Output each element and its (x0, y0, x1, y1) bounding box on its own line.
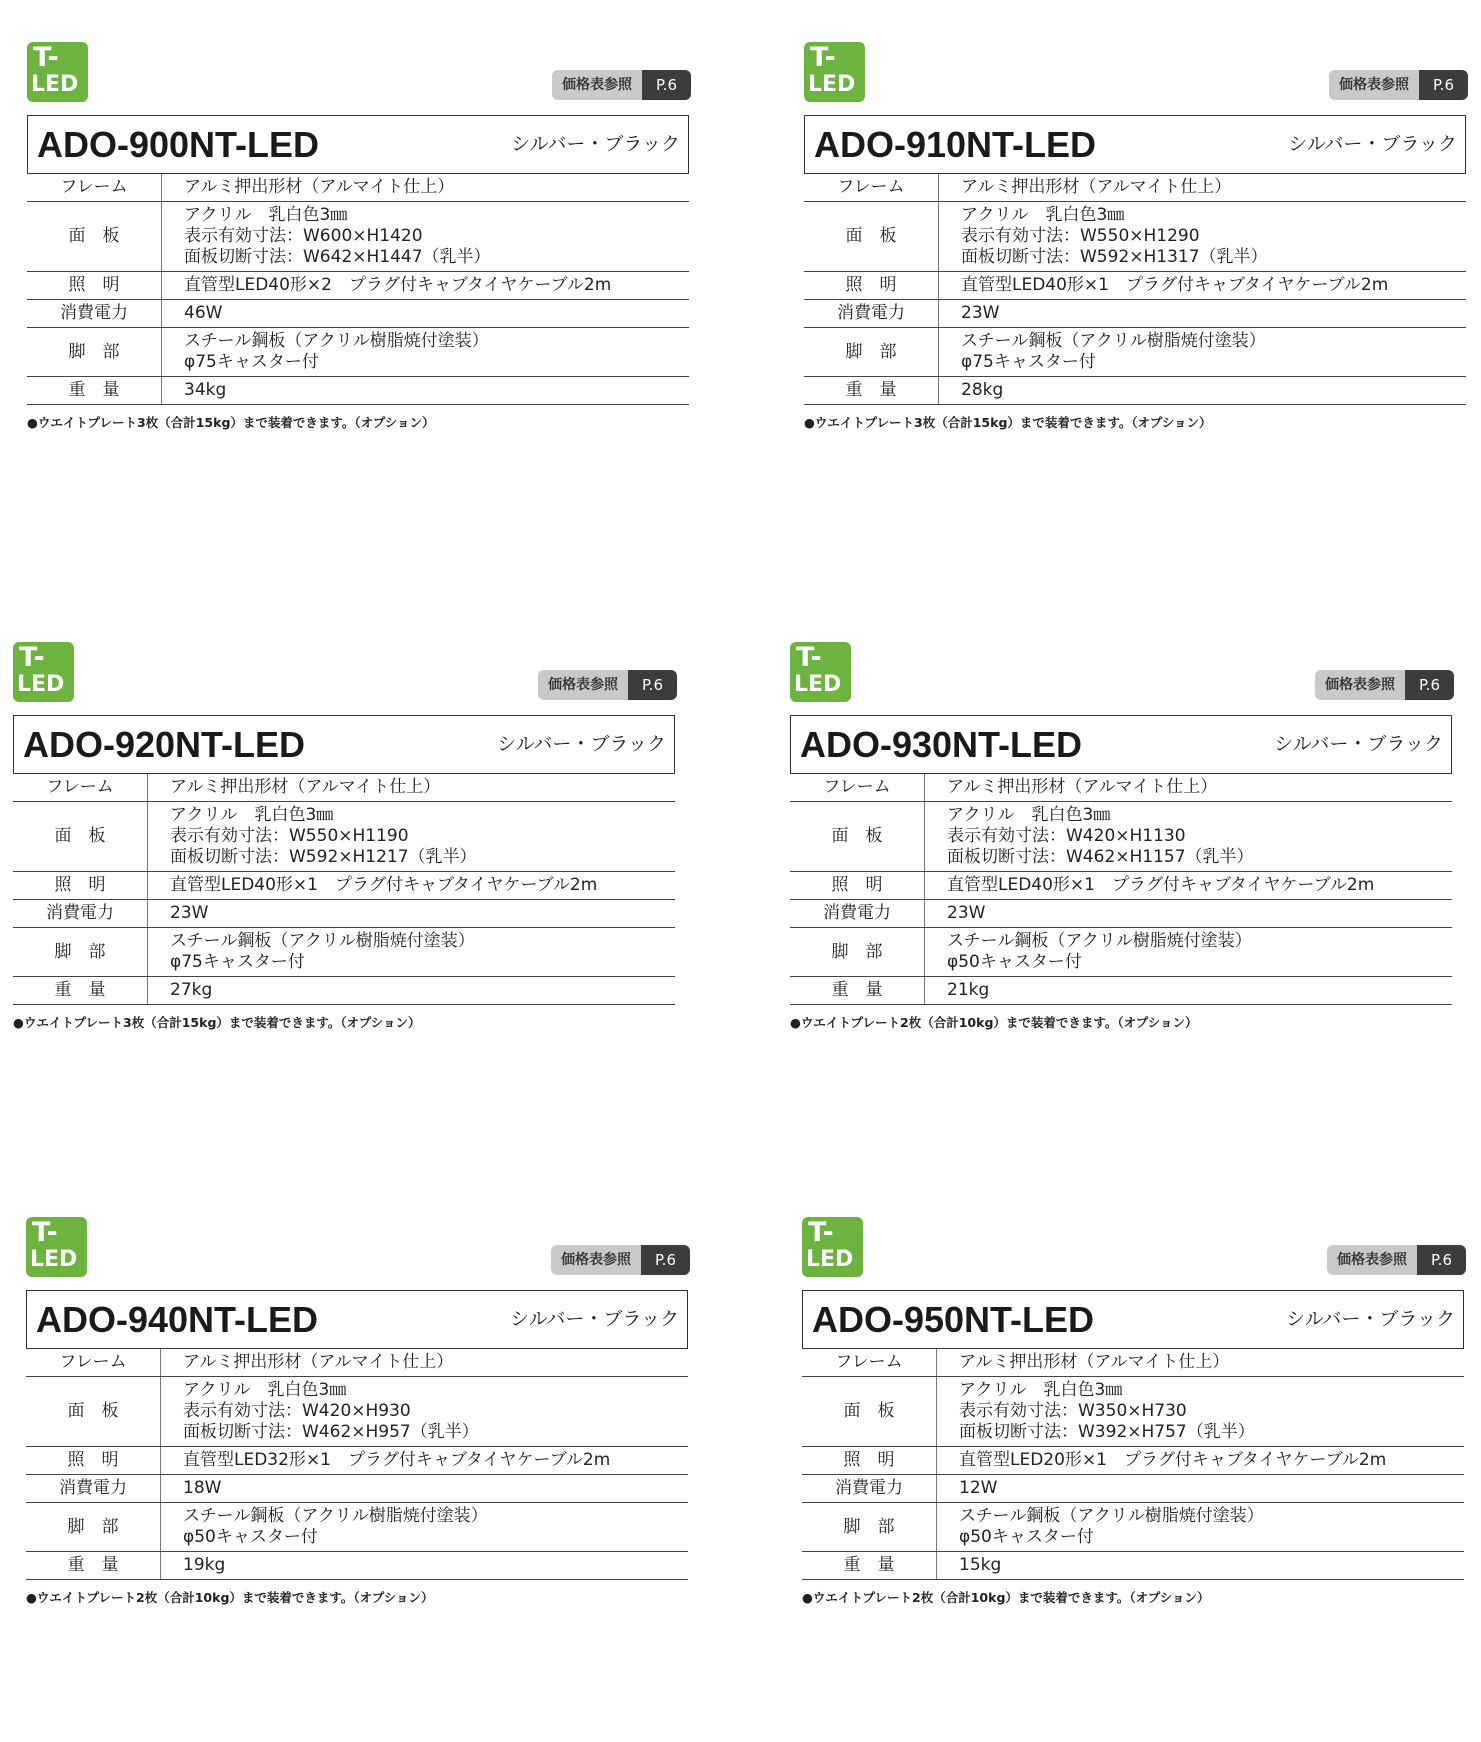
spec-value-line: アクリル 乳白色3㎜ (184, 205, 348, 225)
spec-value-line: 28kg (961, 380, 1004, 400)
badge-top-text: T- (810, 42, 836, 73)
spec-row (804, 300, 1466, 328)
spec-value (161, 1552, 689, 1580)
spec-value-line: アルミ押出形材（アルマイト仕上） (961, 177, 1232, 197)
spec-row (804, 174, 1466, 202)
spec-value (161, 1447, 689, 1475)
spec-label: 重 量 (804, 377, 939, 405)
spec-table (790, 774, 1452, 1005)
spec-value (925, 774, 1453, 802)
spec-value-line: アルミ押出形材（アルマイト仕上） (183, 1352, 454, 1372)
spec-row (27, 272, 689, 300)
price-reference-label: 価格表参照 (1315, 670, 1405, 700)
spec-value-line: 表示有効寸法：W550×H1290 (961, 226, 1200, 246)
spec-value (148, 928, 676, 977)
spec-value-line: 表示有効寸法：W350×H730 (959, 1401, 1187, 1421)
spec-row (802, 1552, 1464, 1580)
spec-value-line: 面板切断寸法：W462×H957（乳半） (183, 1422, 479, 1442)
spec-value (937, 1552, 1465, 1580)
spec-value-line: スチール鋼板（アクリル樹脂焼付塗装） (183, 1506, 488, 1526)
spec-label: 重 量 (26, 1552, 161, 1580)
spec-value-line: 表示有効寸法：W600×H1420 (184, 226, 423, 246)
spec-value (937, 1377, 1465, 1447)
spec-row (27, 174, 689, 202)
spec-row (27, 300, 689, 328)
price-reference-page: P.6 (1419, 70, 1468, 100)
spec-label: フレーム (27, 174, 162, 202)
price-reference-tag (551, 1245, 690, 1275)
spec-label: フレーム (802, 1349, 937, 1377)
spec-label: 照 明 (802, 1447, 937, 1475)
model-name: ADO-930NT-LED (800, 724, 1083, 765)
weight-plate-note: ●ウエイトプレート3枚（合計15kg）まで装着できます。（オプション） (804, 415, 1212, 430)
spec-row (802, 1475, 1464, 1503)
model-title-box (802, 1290, 1464, 1349)
price-reference-tag (538, 670, 677, 700)
spec-row (13, 900, 675, 928)
spec-label: 重 量 (27, 377, 162, 405)
spec-row (27, 202, 689, 272)
price-reference-page: P.6 (642, 70, 691, 100)
spec-row (26, 1377, 688, 1447)
t-led-badge-icon (27, 42, 88, 102)
spec-row (804, 202, 1466, 272)
spec-value-line: スチール鋼板（アクリル樹脂焼付塗装） (184, 331, 489, 351)
badge-bottom-text: LED (808, 72, 856, 97)
price-reference-tag (1327, 1245, 1466, 1275)
spec-row (790, 774, 1452, 802)
spec-row (804, 272, 1466, 300)
spec-value-line: φ75キャスター付 (961, 352, 1096, 372)
spec-value-line: アクリル 乳白色3㎜ (959, 1380, 1123, 1400)
spec-label: フレーム (804, 174, 939, 202)
spec-value-line: 直管型LED40形×2 プラグ付キャブタイヤケーブル2m (184, 275, 612, 295)
model-color: シルバー・ブラック (510, 1308, 679, 1330)
spec-value (925, 872, 1453, 900)
weight-plate-note: ●ウエイトプレート2枚（合計10kg）まで装着できます。（オプション） (26, 1590, 434, 1605)
spec-value-line: アクリル 乳白色3㎜ (947, 805, 1111, 825)
spec-row (26, 1503, 688, 1552)
spec-value-line: 表示有効寸法：W550×H1190 (170, 826, 409, 846)
spec-value-line: 46W (184, 303, 223, 323)
spec-label: 面 板 (26, 1377, 161, 1447)
t-led-badge-icon (13, 642, 74, 702)
spec-value-line: 表示有効寸法：W420×H930 (183, 1401, 411, 1421)
model-name: ADO-940NT-LED (36, 1299, 319, 1340)
spec-label: 脚 部 (804, 328, 939, 377)
spec-value (162, 202, 690, 272)
spec-value-line: アクリル 乳白色3㎜ (170, 805, 334, 825)
spec-value-line: アルミ押出形材（アルマイト仕上） (959, 1352, 1230, 1372)
spec-label: 消費電力 (804, 300, 939, 328)
spec-value-line: 直管型LED20形×1 プラグ付キャブタイヤケーブル2m (959, 1450, 1387, 1470)
spec-row (802, 1377, 1464, 1447)
spec-value-line: 直管型LED40形×1 プラグ付キャブタイヤケーブル2m (170, 875, 598, 895)
price-reference-page: P.6 (1417, 1245, 1466, 1275)
price-reference-tag (1315, 670, 1454, 700)
spec-value (148, 774, 676, 802)
spec-value-line: 23W (961, 303, 1000, 323)
spec-row (13, 977, 675, 1005)
spec-label: 消費電力 (790, 900, 925, 928)
spec-row (790, 977, 1452, 1005)
spec-value-line: φ75キャスター付 (184, 352, 319, 372)
spec-value (162, 272, 690, 300)
spec-value-line: 面板切断寸法：W392×H757（乳半） (959, 1422, 1255, 1442)
price-reference-label: 価格表参照 (552, 70, 642, 100)
spec-label: 脚 部 (13, 928, 148, 977)
badge-bottom-text: LED (17, 672, 65, 697)
weight-plate-note: ●ウエイトプレート2枚（合計10kg）まで装着できます。（オプション） (790, 1015, 1198, 1030)
spec-value (937, 1475, 1465, 1503)
spec-value-line: スチール鋼板（アクリル樹脂焼付塗装） (961, 331, 1266, 351)
price-reference-label: 価格表参照 (1329, 70, 1419, 100)
spec-row (26, 1349, 688, 1377)
spec-value (937, 1349, 1465, 1377)
spec-value (148, 977, 676, 1005)
spec-row (790, 872, 1452, 900)
spec-label: 面 板 (27, 202, 162, 272)
spec-row (802, 1349, 1464, 1377)
spec-value-line: 12W (959, 1478, 998, 1498)
badge-bottom-text: LED (31, 72, 79, 97)
spec-table (27, 174, 689, 405)
spec-label: 消費電力 (13, 900, 148, 928)
spec-value-line: アルミ押出形材（アルマイト仕上） (947, 777, 1218, 797)
spec-value (148, 802, 676, 872)
spec-value (162, 328, 690, 377)
spec-value (925, 900, 1453, 928)
spec-label: 脚 部 (26, 1503, 161, 1552)
spec-value (937, 1447, 1465, 1475)
spec-value (939, 377, 1467, 405)
spec-label: 面 板 (804, 202, 939, 272)
spec-label: 消費電力 (26, 1475, 161, 1503)
spec-value-line: 23W (170, 903, 209, 923)
spec-label: フレーム (13, 774, 148, 802)
model-title-box (804, 115, 1466, 174)
price-reference-tag (552, 70, 691, 100)
badge-top-text: T- (33, 42, 59, 73)
spec-value-line: 18W (183, 1478, 222, 1498)
spec-label: 脚 部 (27, 328, 162, 377)
weight-plate-note: ●ウエイトプレート3枚（合計15kg）まで装着できます。（オプション） (27, 415, 435, 430)
spec-value (161, 1377, 689, 1447)
spec-value-line: 21kg (947, 980, 990, 1000)
model-title-box (27, 115, 689, 174)
price-reference-label: 価格表参照 (551, 1245, 641, 1275)
spec-label: フレーム (26, 1349, 161, 1377)
price-reference-page: P.6 (641, 1245, 690, 1275)
model-title-box (26, 1290, 688, 1349)
spec-label: 照 明 (804, 272, 939, 300)
spec-value-line: 面板切断寸法：W592×H1317（乳半） (961, 247, 1268, 267)
spec-value-line: 直管型LED32形×1 プラグ付キャブタイヤケーブル2m (183, 1450, 611, 1470)
model-color: シルバー・ブラック (511, 133, 680, 155)
spec-row (804, 377, 1466, 405)
model-name: ADO-920NT-LED (23, 724, 306, 765)
spec-label: 脚 部 (802, 1503, 937, 1552)
spec-row (802, 1447, 1464, 1475)
spec-table (26, 1349, 688, 1580)
spec-label: 照 明 (790, 872, 925, 900)
spec-row (13, 774, 675, 802)
model-name: ADO-950NT-LED (812, 1299, 1095, 1340)
spec-value-line: φ75キャスター付 (170, 952, 305, 972)
spec-row (790, 928, 1452, 977)
spec-label: フレーム (790, 774, 925, 802)
spec-row (27, 377, 689, 405)
spec-value-line: 直管型LED40形×1 プラグ付キャブタイヤケーブル2m (947, 875, 1375, 895)
spec-label: 消費電力 (802, 1475, 937, 1503)
spec-value-line: 19kg (183, 1555, 226, 1575)
model-color: シルバー・ブラック (1274, 733, 1443, 755)
spec-value (939, 174, 1467, 202)
spec-label: 面 板 (13, 802, 148, 872)
model-color: シルバー・ブラック (497, 733, 666, 755)
weight-plate-note: ●ウエイトプレート3枚（合計15kg）まで装着できます。（オプション） (13, 1015, 421, 1030)
spec-value (937, 1503, 1465, 1552)
spec-value-line: 面板切断寸法：W642×H1447（乳半） (184, 247, 491, 267)
spec-row (27, 328, 689, 377)
spec-value-line: スチール鋼板（アクリル樹脂焼付塗装） (170, 931, 475, 951)
spec-value-line: 34kg (184, 380, 227, 400)
spec-value-line: 面板切断寸法：W592×H1217（乳半） (170, 847, 477, 867)
spec-row (790, 802, 1452, 872)
model-color: シルバー・ブラック (1286, 1308, 1455, 1330)
spec-row (13, 872, 675, 900)
t-led-badge-icon (804, 42, 865, 102)
spec-label: 消費電力 (27, 300, 162, 328)
spec-table (802, 1349, 1464, 1580)
price-reference-page: P.6 (1405, 670, 1454, 700)
price-reference-tag (1329, 70, 1468, 100)
t-led-badge-icon (802, 1217, 863, 1277)
spec-row (26, 1447, 688, 1475)
price-reference-page: P.6 (628, 670, 677, 700)
spec-value-line: 15kg (959, 1555, 1002, 1575)
spec-value (925, 802, 1453, 872)
spec-row (790, 900, 1452, 928)
spec-value-line: アルミ押出形材（アルマイト仕上） (184, 177, 455, 197)
badge-bottom-text: LED (806, 1247, 854, 1272)
spec-value (161, 1349, 689, 1377)
spec-row (26, 1475, 688, 1503)
spec-value (162, 174, 690, 202)
spec-value-line: アクリル 乳白色3㎜ (961, 205, 1125, 225)
spec-value-line: φ50キャスター付 (183, 1527, 318, 1547)
weight-plate-note: ●ウエイトプレート2枚（合計10kg）まで装着できます。（オプション） (802, 1590, 1210, 1605)
model-name: ADO-900NT-LED (37, 124, 320, 165)
spec-value-line: スチール鋼板（アクリル樹脂焼付塗装） (959, 1506, 1264, 1526)
spec-value-line: 面板切断寸法：W462×H1157（乳半） (947, 847, 1254, 867)
spec-value (162, 300, 690, 328)
spec-value (162, 377, 690, 405)
spec-value-line: スチール鋼板（アクリル樹脂焼付塗装） (947, 931, 1252, 951)
spec-label: 重 量 (790, 977, 925, 1005)
t-led-badge-icon (790, 642, 851, 702)
spec-value (925, 977, 1453, 1005)
spec-label: 照 明 (13, 872, 148, 900)
spec-value (939, 272, 1467, 300)
spec-value-line: アルミ押出形材（アルマイト仕上） (170, 777, 441, 797)
spec-label: 照 明 (27, 272, 162, 300)
spec-label: 脚 部 (790, 928, 925, 977)
badge-top-text: T- (32, 1217, 58, 1248)
badge-top-text: T- (796, 642, 822, 673)
model-title-box (13, 715, 675, 774)
spec-value (939, 202, 1467, 272)
spec-label: 面 板 (802, 1377, 937, 1447)
spec-value (925, 928, 1453, 977)
badge-top-text: T- (19, 642, 45, 673)
spec-table (804, 174, 1466, 405)
price-reference-label: 価格表参照 (1327, 1245, 1417, 1275)
price-reference-label: 価格表参照 (538, 670, 628, 700)
spec-row (13, 802, 675, 872)
spec-table (13, 774, 675, 1005)
badge-bottom-text: LED (794, 672, 842, 697)
spec-value-line: 23W (947, 903, 986, 923)
spec-value (939, 300, 1467, 328)
spec-row (804, 328, 1466, 377)
spec-value-line: 表示有効寸法：W420×H1130 (947, 826, 1186, 846)
spec-value (148, 872, 676, 900)
spec-row (26, 1552, 688, 1580)
model-title-box (790, 715, 1452, 774)
spec-value-line: φ50キャスター付 (947, 952, 1082, 972)
t-led-badge-icon (26, 1217, 87, 1277)
spec-value (161, 1475, 689, 1503)
spec-label: 重 量 (802, 1552, 937, 1580)
spec-value-line: φ50キャスター付 (959, 1527, 1094, 1547)
badge-bottom-text: LED (30, 1247, 78, 1272)
spec-label: 照 明 (26, 1447, 161, 1475)
spec-value (939, 328, 1467, 377)
spec-value (161, 1503, 689, 1552)
model-color: シルバー・ブラック (1288, 133, 1457, 155)
spec-value (148, 900, 676, 928)
spec-row (13, 928, 675, 977)
model-name: ADO-910NT-LED (814, 124, 1097, 165)
spec-value-line: アクリル 乳白色3㎜ (183, 1380, 347, 1400)
spec-value-line: 27kg (170, 980, 213, 1000)
spec-row (802, 1503, 1464, 1552)
spec-label: 重 量 (13, 977, 148, 1005)
spec-value-line: 直管型LED40形×1 プラグ付キャブタイヤケーブル2m (961, 275, 1389, 295)
spec-label: 面 板 (790, 802, 925, 872)
badge-top-text: T- (808, 1217, 834, 1248)
